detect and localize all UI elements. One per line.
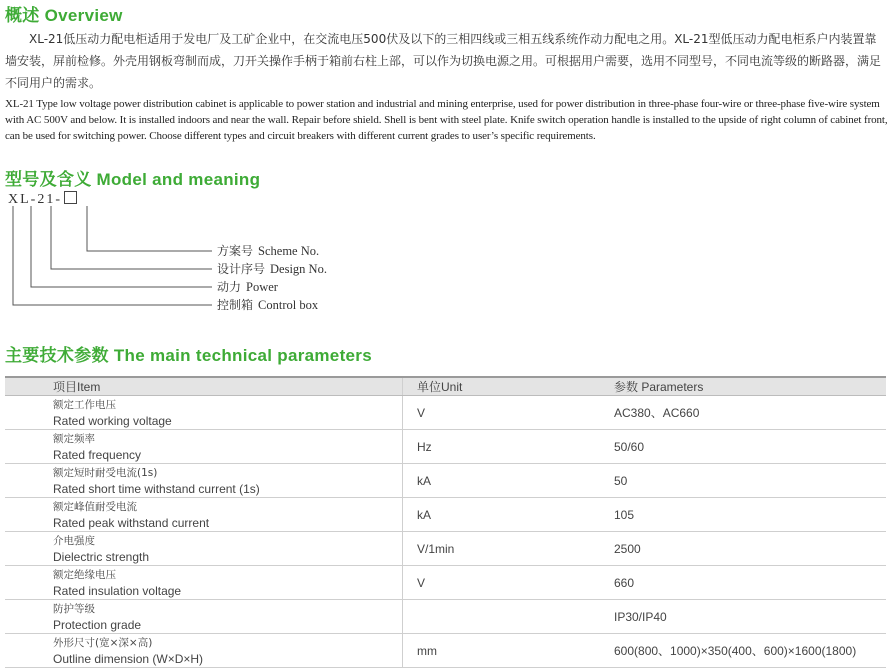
table-row [5,430,886,464]
model-heading: 型号及含义 Model and meaning [5,170,261,189]
params-heading: 主要技术参数 The main technical parameters [5,346,372,365]
row-item-zh: 防护等级 [53,602,95,615]
row-unit: V/1min [403,532,615,566]
model-label-scheme-zh: 方案号 [217,244,254,258]
row-item-en: Outline dimension (W×D×H) [53,651,204,666]
row-unit: kA [403,464,615,498]
row-item-zh: 额定频率 [53,432,95,445]
header-unit: 单位Unit [403,377,615,396]
row-item [5,430,403,464]
bracket-line-power [31,206,212,287]
table-row [5,396,886,430]
row-unit: V [403,396,615,430]
row-unit: kA [403,498,615,532]
row-item-zh: 额定绝缘电压 [53,568,116,581]
row-item-zh: 额定峰值耐受电流 [53,500,137,513]
row-item-en: Rated insulation voltage [53,583,182,598]
row-item [5,532,403,566]
model-label-power-zh: 动力 [217,280,242,294]
overview-heading: 概述 Overview [5,6,123,25]
table-row [5,634,886,668]
row-value: IP30/IP40 [614,600,886,634]
row-item-zh: 介电强度 [53,534,95,547]
row-unit: mm [403,634,615,668]
model-label-scheme-en: Scheme No. [258,244,320,258]
row-unit [403,600,615,634]
row-item-zh: 额定短时耐受电流(1s) [53,466,158,479]
header-item: 项目Item [5,377,403,396]
bracket-line-scheme-no [87,206,212,251]
table-row [5,532,886,566]
table-row [5,566,886,600]
row-value: 50/60 [614,430,886,464]
model-label-power [217,278,278,295]
row-unit: Hz [403,430,615,464]
row-value: 105 [614,498,886,532]
row-item-en: Protection grade [53,617,142,632]
model-label-scheme [217,242,319,259]
overview-zh-paragraph: XL-21低压动力配电柜适用于发电厂及工矿企业中，在交流电压500伏及以下的三相四线或三相五线系统作动力配电之用。XL-21型低压动力配电柜系户内装置靠墙安装，屏前检修。外壳用钢板弯制而成，刀开关操作手柄于箱前右柱上部，可以作为切换电源之用。可根据用户需要，选用不同型号，不同电流等级的断路器，满足不同用户的需求。 [5,32,882,90]
bracket-line-design-no [51,206,212,269]
row-item [5,566,403,600]
row-item-en: Dielectric strength [53,549,150,564]
params-header-row [5,377,886,396]
model-label-design-zh: 设计序号 [217,262,266,276]
model-label-design-en: Design No. [270,262,327,276]
row-item [5,396,403,430]
row-value: 660 [614,566,886,600]
model-label-control-en: Control box [258,298,319,312]
model-code-text: XL-21- [8,192,62,207]
model-label-power-en: Power [246,280,278,294]
row-item-en: Rated short time withstand current (1s) [53,481,260,496]
table-row [5,498,886,532]
row-item-en: Rated working voltage [53,413,172,428]
table-row [5,464,886,498]
bracket-line-control-box [13,206,212,305]
row-item-zh: 额定工作电压 [53,398,116,411]
header-value: 参数 Parameters [614,377,886,396]
model-bracket-diagram [0,180,220,320]
row-unit: V [403,566,615,600]
params-table [5,376,886,668]
model-label-design [217,260,327,277]
row-item-en: Rated frequency [53,447,142,462]
table-row [5,600,886,634]
row-value: AC380、AC660 [614,396,886,430]
row-item-en: Rated peak withstand current [53,515,210,530]
model-label-control [217,296,318,313]
row-item [5,498,403,532]
row-item [5,600,403,634]
row-item [5,464,403,498]
row-value: 50 [614,464,886,498]
overview-en-paragraph: XL-21 Type low voltage power distribution cabinet is applicable to power station and industrial and mining enterprise, used for power distribution in three-phase four-wire or three-phase five-wire system with AC 500V and below. It is installed indoors and near the wall. Repair before shield. Shell is bent with steel plate. Knife switch operation handle is installed to the upside of right column of cabinet front, can be used for switching power. Choose different types and circuit breakers with different current grades to user’s specific requirements. [5,98,888,142]
row-item-zh: 外形尺寸(宽×深×高) [53,636,153,649]
row-value: 600(800、1000)×350(400、600)×1600(1800) [614,634,886,668]
model-label-control-zh: 控制箱 [217,298,254,312]
row-value: 2500 [614,532,886,566]
row-item [5,634,403,668]
